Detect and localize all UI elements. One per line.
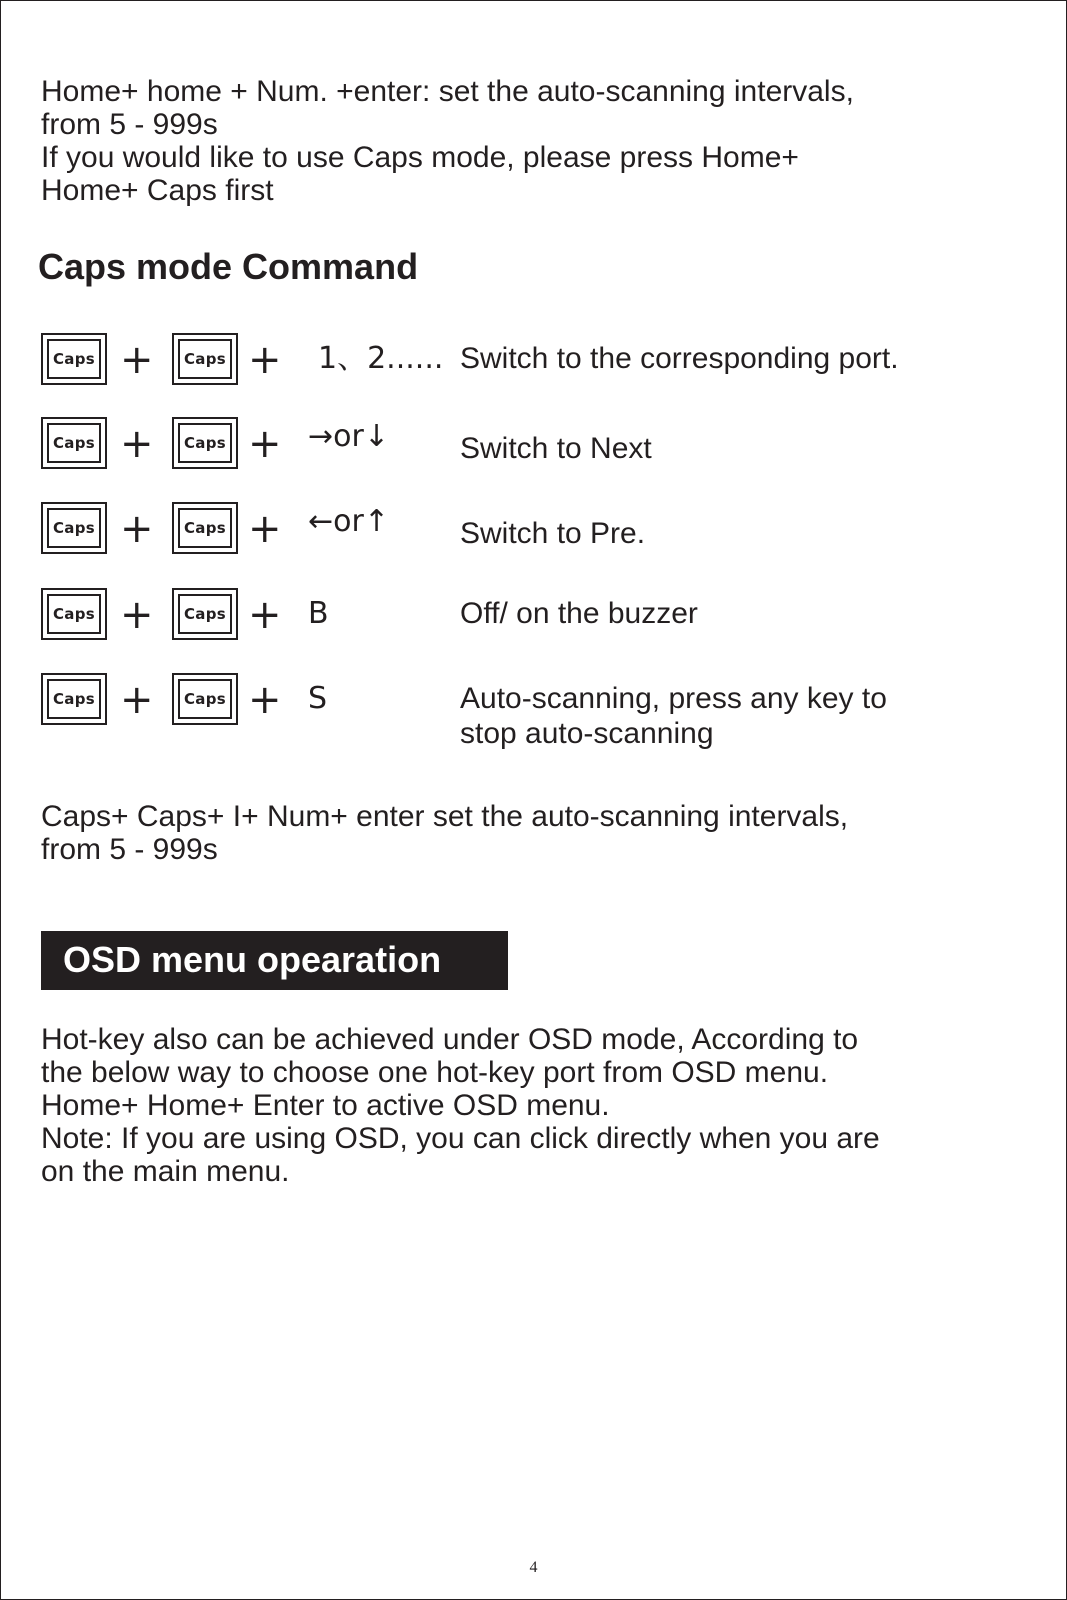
command-description [460,596,698,631]
caps-key-icon [172,502,238,554]
command-row [41,417,1001,471]
command-row [41,588,1001,642]
caps-key-icon [172,588,238,640]
key-label: Caps [178,679,232,719]
caps-key-icon [41,417,107,469]
osd-line: on the main menu. [41,1155,290,1188]
command-description [460,431,652,466]
command-key: ←or↑ [308,504,389,539]
key-label: Caps [47,508,101,548]
caps-key-icon [41,502,107,554]
description-line: Auto-scanning, press any key to [460,682,887,715]
scan-note-line: Caps+ Caps+ I+ Num+ enter set the auto-scanning intervals, [41,800,849,833]
page-number: 4 [529,1559,538,1576]
plus-sign: + [248,592,282,638]
intro-line: If you would like to use Caps mode, please press Home+ [41,141,799,174]
key-label: Caps [47,594,101,634]
key-label: Caps [47,423,101,463]
description-line: Switch to the corresponding port. [460,342,899,375]
scan-note-line: from 5 - 999s [41,833,218,866]
description-line: stop auto-scanning [460,717,714,750]
osd-paragraph [41,1023,1001,1188]
key-label: Caps [47,679,101,719]
plus-sign: + [248,506,282,552]
plus-sign: + [120,421,154,467]
plus-sign: + [248,337,282,383]
command-row [41,333,1001,387]
command-description [460,681,887,751]
command-key: 1、2...... [318,341,444,376]
caps-key-icon [172,333,238,385]
plus-sign: + [248,677,282,723]
plus-sign: + [120,506,154,552]
command-row [41,502,1001,556]
caps-key-icon [172,417,238,469]
caps-key-icon [41,333,107,385]
caps-key-icon [172,673,238,725]
key-label: Caps [47,339,101,379]
command-description [460,516,645,551]
command-description [460,341,899,376]
plus-sign: + [120,337,154,383]
plus-sign: + [120,592,154,638]
intro-line: from 5 - 999s [41,108,218,141]
osd-line: Hot-key also can be achieved under OSD mode, According to [41,1023,859,1056]
command-key: B [308,596,329,631]
osd-section-title: OSD menu opearation [63,939,442,980]
plus-sign: + [248,421,282,467]
command-key: S [308,681,328,716]
description-line: Switch to Pre. [460,517,646,550]
osd-section-banner [41,931,508,990]
intro-line: Home+ home + Num. +enter: set the auto-scanning intervals, [41,75,854,108]
key-label: Caps [178,594,232,634]
caps-key-icon [41,673,107,725]
key-label: Caps [178,339,232,379]
description-line: Off/ on the buzzer [460,597,698,630]
description-line: Switch to Next [460,432,652,465]
osd-line: the below way to choose one hot-key port from OSD menu. [41,1056,829,1089]
command-key: →or↓ [308,419,389,454]
key-label: Caps [178,423,232,463]
scan-interval-note [41,800,1001,866]
caps-key-icon [41,588,107,640]
caps-section-title: Caps mode Command [38,246,419,287]
plus-sign: + [120,677,154,723]
intro-paragraph [41,75,1001,207]
command-row [41,673,1001,750]
key-label: Caps [178,508,232,548]
osd-line: Note: If you are using OSD, you can click directly when you are [41,1122,880,1155]
intro-line: Home+ Caps first [41,174,274,207]
osd-line: Home+ Home+ Enter to active OSD menu. [41,1089,610,1122]
